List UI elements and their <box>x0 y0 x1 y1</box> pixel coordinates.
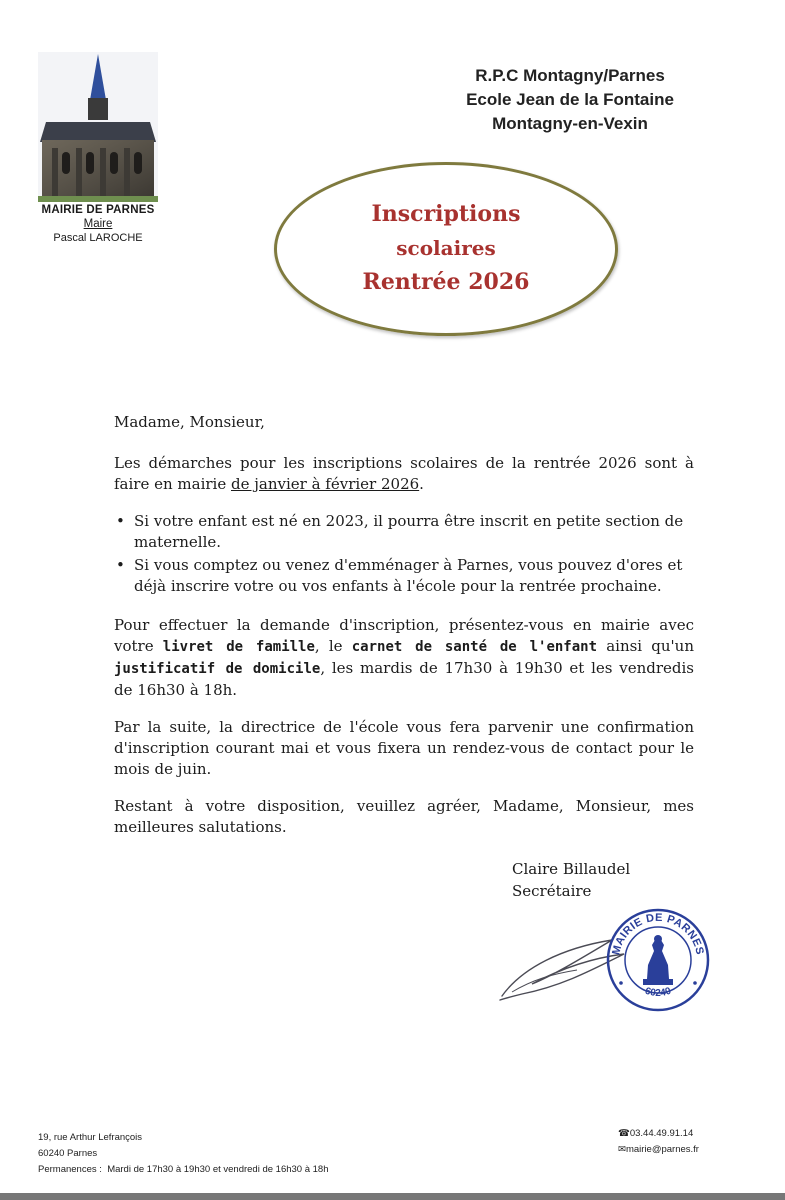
mairie-header <box>28 52 168 244</box>
school-line-2: Ecole Jean de la Fontaine <box>466 90 674 109</box>
contact-phone <box>618 1126 699 1142</box>
address-city: 60240 Parnes <box>38 1148 98 1159</box>
conditions-list <box>114 511 694 597</box>
intro-end: . <box>419 475 424 493</box>
followup-paragraph: Par la suite, la directrice de l'école vous fera parvenir une confirmation d'inscription courant mai et vous fixera un rendez-vous de contact pour le mois de juin. <box>114 718 694 778</box>
letter-body <box>114 412 694 854</box>
title-text <box>274 197 618 299</box>
greeting: Madame, Monsieur, <box>114 413 265 431</box>
mairie-name: MAIRIE DE PARNES <box>41 204 155 216</box>
list-item: • Si votre enfant est né en 2023, il pourra être inscrit en petite section de maternelle. <box>114 511 694 553</box>
office-hours-label: Permanences : <box>38 1164 102 1175</box>
email-address[interactable]: mairie@parnes.fr <box>625 1144 699 1155</box>
church-logo-image <box>38 52 158 202</box>
phone-number: 03.44.49.91.14 <box>629 1128 694 1139</box>
school-line-1: R.P.C Montagny/Parnes <box>475 66 665 85</box>
intro-dates: de janvier à février 2026 <box>231 475 420 493</box>
office-hours-value: Mardi de 17h30 à 19h30 et vendredi de 16h30 à 18h <box>107 1164 329 1175</box>
documents-paragraph <box>114 615 694 701</box>
title-line-2: scolaires <box>396 236 496 260</box>
doc-carnet-sante: carnet de santé de l'enfant <box>351 639 598 655</box>
doc-justificatif-domicile: justificatif de domicile <box>114 661 321 677</box>
address-street: 19, rue Arthur Lefrançois <box>38 1132 143 1143</box>
school-header <box>420 64 720 136</box>
intro-paragraph <box>114 453 694 495</box>
docs-text-3: ainsi qu'un <box>597 637 694 655</box>
svg-text:MAIRIE DE PARNES: MAIRIE DE PARNES <box>610 911 706 957</box>
office-hours <box>38 1162 329 1178</box>
docs-text-2: , le <box>314 637 352 655</box>
title-line-1: Inscriptions <box>371 201 521 227</box>
title-line-3: Rentrée 2026 <box>362 269 530 295</box>
footer-contact <box>618 1126 699 1158</box>
bottom-edge-bar <box>0 1193 785 1200</box>
contact-email <box>618 1142 699 1158</box>
phone-icon: ☎ <box>618 1128 630 1139</box>
mairie-stamp-seal <box>603 905 713 1015</box>
school-line-3: Montagny-en-Vexin <box>492 114 648 133</box>
mail-icon: ✉ <box>618 1144 626 1155</box>
docs-text-1: Pour effectuer la demande d'inscription, présentez-vous en mairie avec votre <box>114 616 694 655</box>
signatory-name: Claire Billaudel <box>512 860 631 878</box>
signatory-title: Secrétaire <box>512 882 592 900</box>
intro-text: Les démarches pour les inscriptions scolaires de la rentrée 2026 sont à faire en mairie <box>114 454 694 493</box>
mairie-role: Maire <box>83 218 113 230</box>
svg-text:60240: 60240 <box>643 985 673 999</box>
mayor-name: Pascal LAROCHE <box>53 232 143 244</box>
docs-text-4: , les mardis de 17h30 à 19h30 et les vendredis de 16h30 à 18h. <box>114 659 694 699</box>
list-item: • Si vous comptez ou venez d'emménager à Parnes, vous pouvez d'ores et déjà inscrire votre ou vos enfants à l'école pour la rentrée prochaine. <box>114 555 694 597</box>
doc-livret-famille: livret de famille <box>162 639 315 655</box>
signature-block <box>512 858 630 902</box>
footer-address <box>38 1130 329 1178</box>
closing-paragraph: Restant à votre disposition, veuillez agréer, Madame, Monsieur, mes meilleures salutations. <box>114 797 694 836</box>
